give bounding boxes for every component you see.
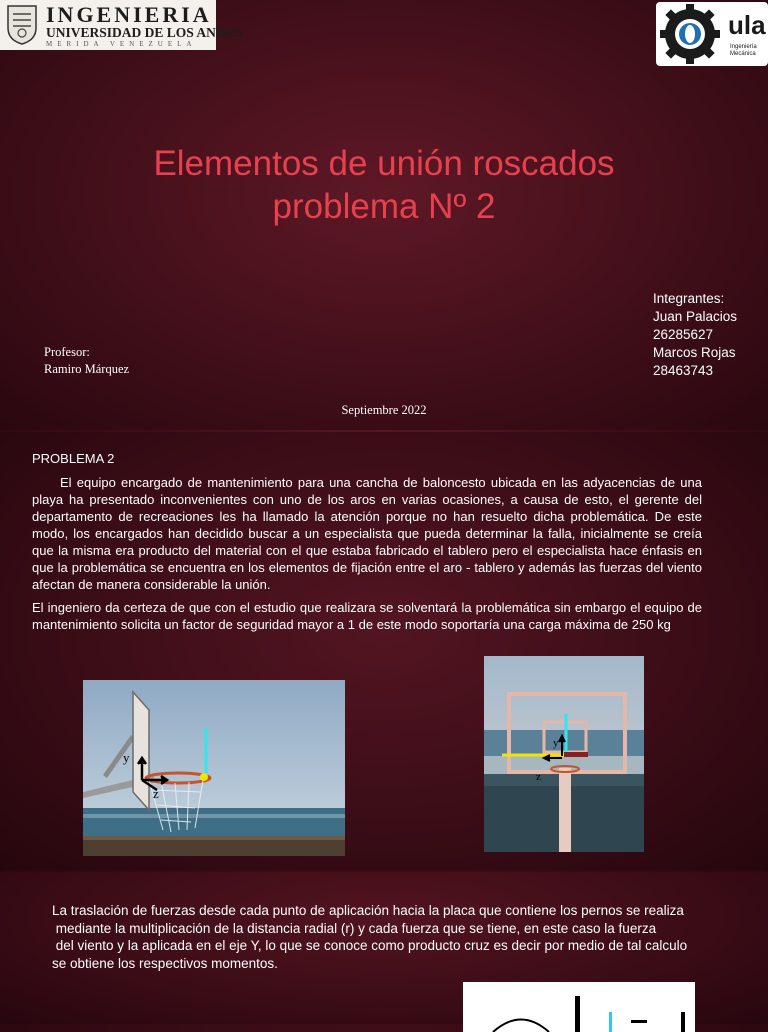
ingenieria-ula-logo <box>0 0 243 50</box>
ula-subtitle-line1: Ingeniería <box>730 44 757 50</box>
profesor-name: Ramiro Márquez <box>44 362 130 376</box>
problem-paragraph-1: El equipo encargado de mantenimiento para una cancha de baloncesto ubicada en las adyacencias de una playa ha presentado inconvenientes con uno de los aros en varias ocasiones, a causa de esto, el gerente del departamento de recreaciones les ha llamado la atención porque no han resuelto dicha problemática. De este modo, los encargados han decidido buscar a un especialista que pueda determinar la falla, inicialmente se creía que la misma era producto del material con el que estaba fabricado el tablero pero el especialista hace énfasis en que la problemática se encuentra en los elementos de fijación entre el aro - tablero y además las fuerzas del viento afectan de manera considerable la unión. <box>32 475 702 592</box>
cover-title-line1: Elementos de unión roscados <box>153 144 615 183</box>
integrante-line: Marcos Rojas <box>653 345 736 360</box>
translation-text <box>52 902 742 972</box>
axis-y-label: y <box>553 737 559 749</box>
problem-heading: PROBLEMA 2 <box>32 451 115 466</box>
integrantes-block <box>653 290 737 380</box>
force-diagram-image <box>463 982 695 1032</box>
ula-mecanica-logo <box>656 2 768 66</box>
integrante-line: 28463743 <box>653 363 714 378</box>
logo-line-ingenieria: INGENIERIA <box>46 2 212 27</box>
problem-body <box>32 474 702 639</box>
problem-paragraph-2: El ingeniero da certeza de que con el estudio que realizara se solventará la problemática sin embargo el equipo de mantenimiento solicita un factor de seguridad mayor a 1 de este modo soportaría una carga máxima de 250 kg <box>32 600 702 632</box>
axis-z-label: z <box>536 771 541 783</box>
profesor-block <box>44 344 129 378</box>
hoop-front-photo <box>484 656 644 852</box>
hoop-side-photo <box>83 680 345 856</box>
ula-subtitle-line2: Mecánica <box>730 51 756 57</box>
axis-z-label: z <box>153 786 159 801</box>
integrante-line: Juan Palacios <box>653 309 738 324</box>
ula-brand: ula <box>728 10 766 40</box>
translation-line: se obtiene los respectivos momentos. <box>52 955 278 971</box>
translation-slide <box>0 872 768 1024</box>
logo-line-city: MERIDA VENEZUELA <box>46 40 197 48</box>
translation-line: La traslación de fuerzas desde cada punto de aplicación hacia la placa que contiene los pernos se realiza <box>52 903 684 918</box>
cover-title <box>80 142 688 228</box>
axis-y-label: y <box>123 750 130 765</box>
translation-line: mediante la multiplicación de la distancia radial (r) y cada fuerza que se tiene, en este caso la fuerza <box>52 920 657 936</box>
integrantes-label: Integrantes: <box>653 291 725 306</box>
gear-icon <box>658 4 726 64</box>
ula-subtitle <box>730 44 757 58</box>
cover-title-line2: problema Nº 2 <box>272 187 496 226</box>
university-seal-icon <box>4 4 40 46</box>
cover-slide <box>0 0 768 430</box>
logo-line-university: UNIVERSIDAD DE LOS ANDES <box>46 25 243 40</box>
profesor-label: Profesor: <box>44 345 90 359</box>
integrante-line: 26285627 <box>653 327 714 342</box>
cover-date: Septiembre 2022 <box>341 403 427 417</box>
problem-slide <box>0 432 768 870</box>
translation-line: del viento y la aplicada en el eje Y, lo que se conoce como producto cruz es decir por medio de tal calculo <box>52 938 688 953</box>
